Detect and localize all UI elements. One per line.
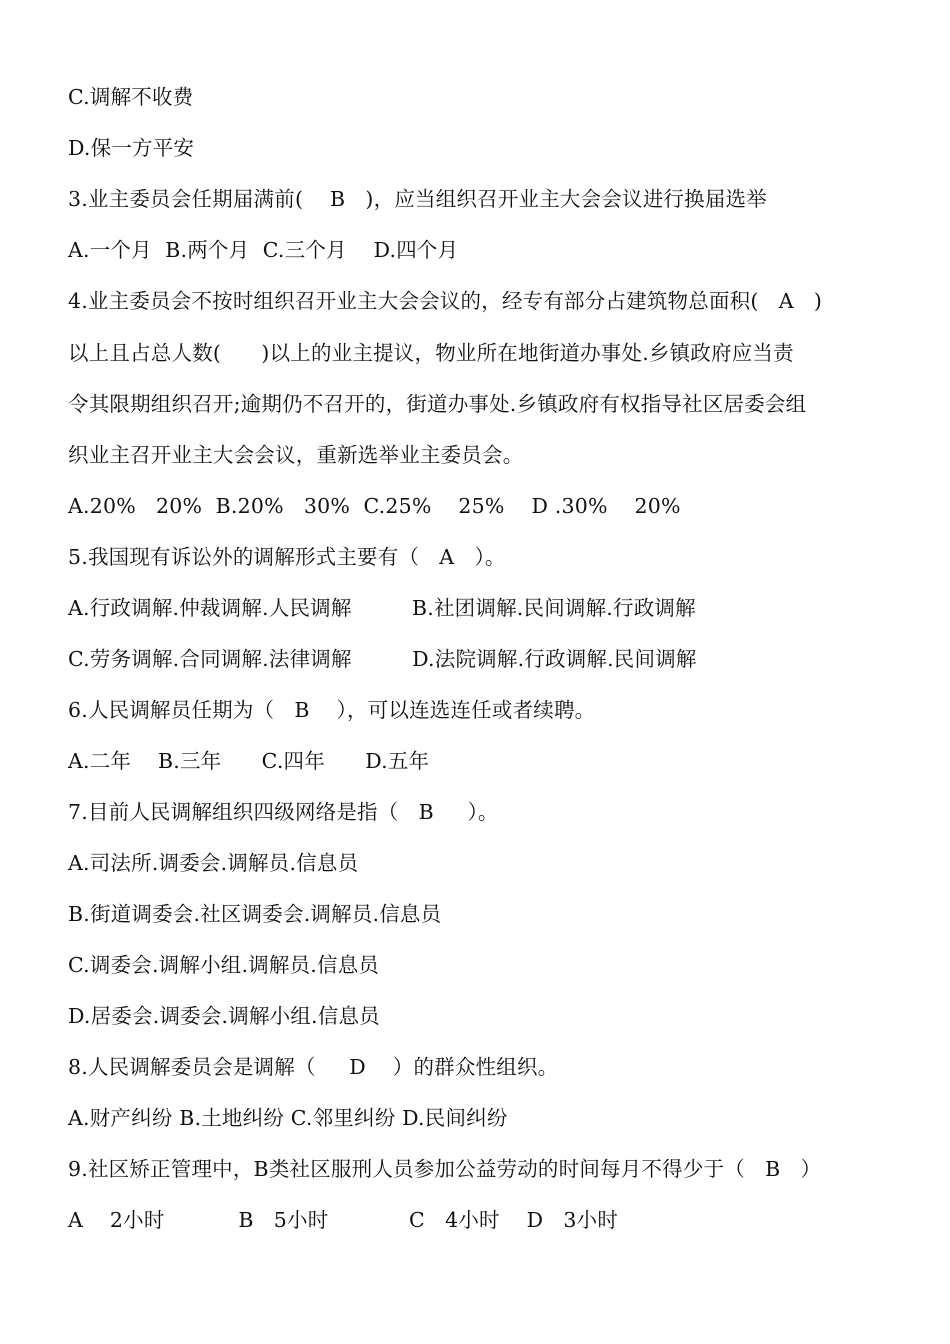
options-q8: A.财产纠纷 B.土地纠纷 C.邻里纠纷 D.民间纠纷 [68, 1106, 508, 1130]
options-q5-cd: C.劳务调解.合同调解.法律调解 D.法院调解.行政调解.民间调解 [68, 647, 697, 671]
option-a-q7: A.司法所.调委会.调解员.信息员 [68, 851, 359, 875]
question-4-line-2: 以上且占总人数( )以上的业主提议，物业所在地街道办事处.乡镇政府应当责 [68, 341, 794, 365]
option-c-q2: C.调解不收费 [68, 85, 194, 109]
question-9: 9.社区矫正管理中，B类社区服刑人员参加公益劳动的时间每月不得少于（ B ） [68, 1157, 822, 1181]
question-7: 7.目前人民调解组织四级网络是指（ B ）。 [68, 800, 499, 824]
option-c-q7: C.调委会.调解小组.调解员.信息员 [68, 953, 380, 977]
option-d-q2: D.保一方平安 [68, 136, 195, 160]
option-d-q7: D.居委会.调委会.调解小组.信息员 [68, 1004, 380, 1028]
options-q5-ab: A.行政调解.仲裁调解.人民调解 B.社团调解.民间调解.行政调解 [68, 596, 696, 620]
question-6: 6.人民调解员任期为（ B ），可以连选连任或者续聘。 [68, 698, 596, 722]
options-q3: A.一个月 B.两个月 C.三个月 D.四个月 [68, 238, 459, 262]
options-q6: A.二年 B.三年 C.四年 D.五年 [68, 749, 430, 773]
options-q9: A 2小时 B 5小时 C 4小时 D 3小时 [68, 1208, 619, 1232]
option-b-q7: B.街道调委会.社区调委会.调解员.信息员 [68, 902, 442, 926]
options-q4: A.20% 20% B.20% 30% C.25% 25% D .30% 20% [68, 494, 681, 518]
question-8: 8.人民调解委员会是调解（ D ）的群众性组织。 [68, 1055, 559, 1079]
question-3: 3.业主委员会任期届满前( B )，应当组织召开业主大会会议进行换届选举 [68, 187, 767, 211]
question-4-line-3: 令其限期组织召开;逾期仍不召开的，街道办事处.乡镇政府有权指导社区居委会组 [68, 392, 807, 416]
question-4-line-4: 织业主召开业主大会会议，重新选举业主委员会。 [68, 443, 524, 467]
question-4-line-1: 4.业主委员会不按时组织召开业主大会会议的，经专有部分占建筑物总面积( A ) [68, 289, 823, 313]
question-5: 5.我国现有诉讼外的调解形式主要有（ A ）。 [68, 545, 506, 569]
